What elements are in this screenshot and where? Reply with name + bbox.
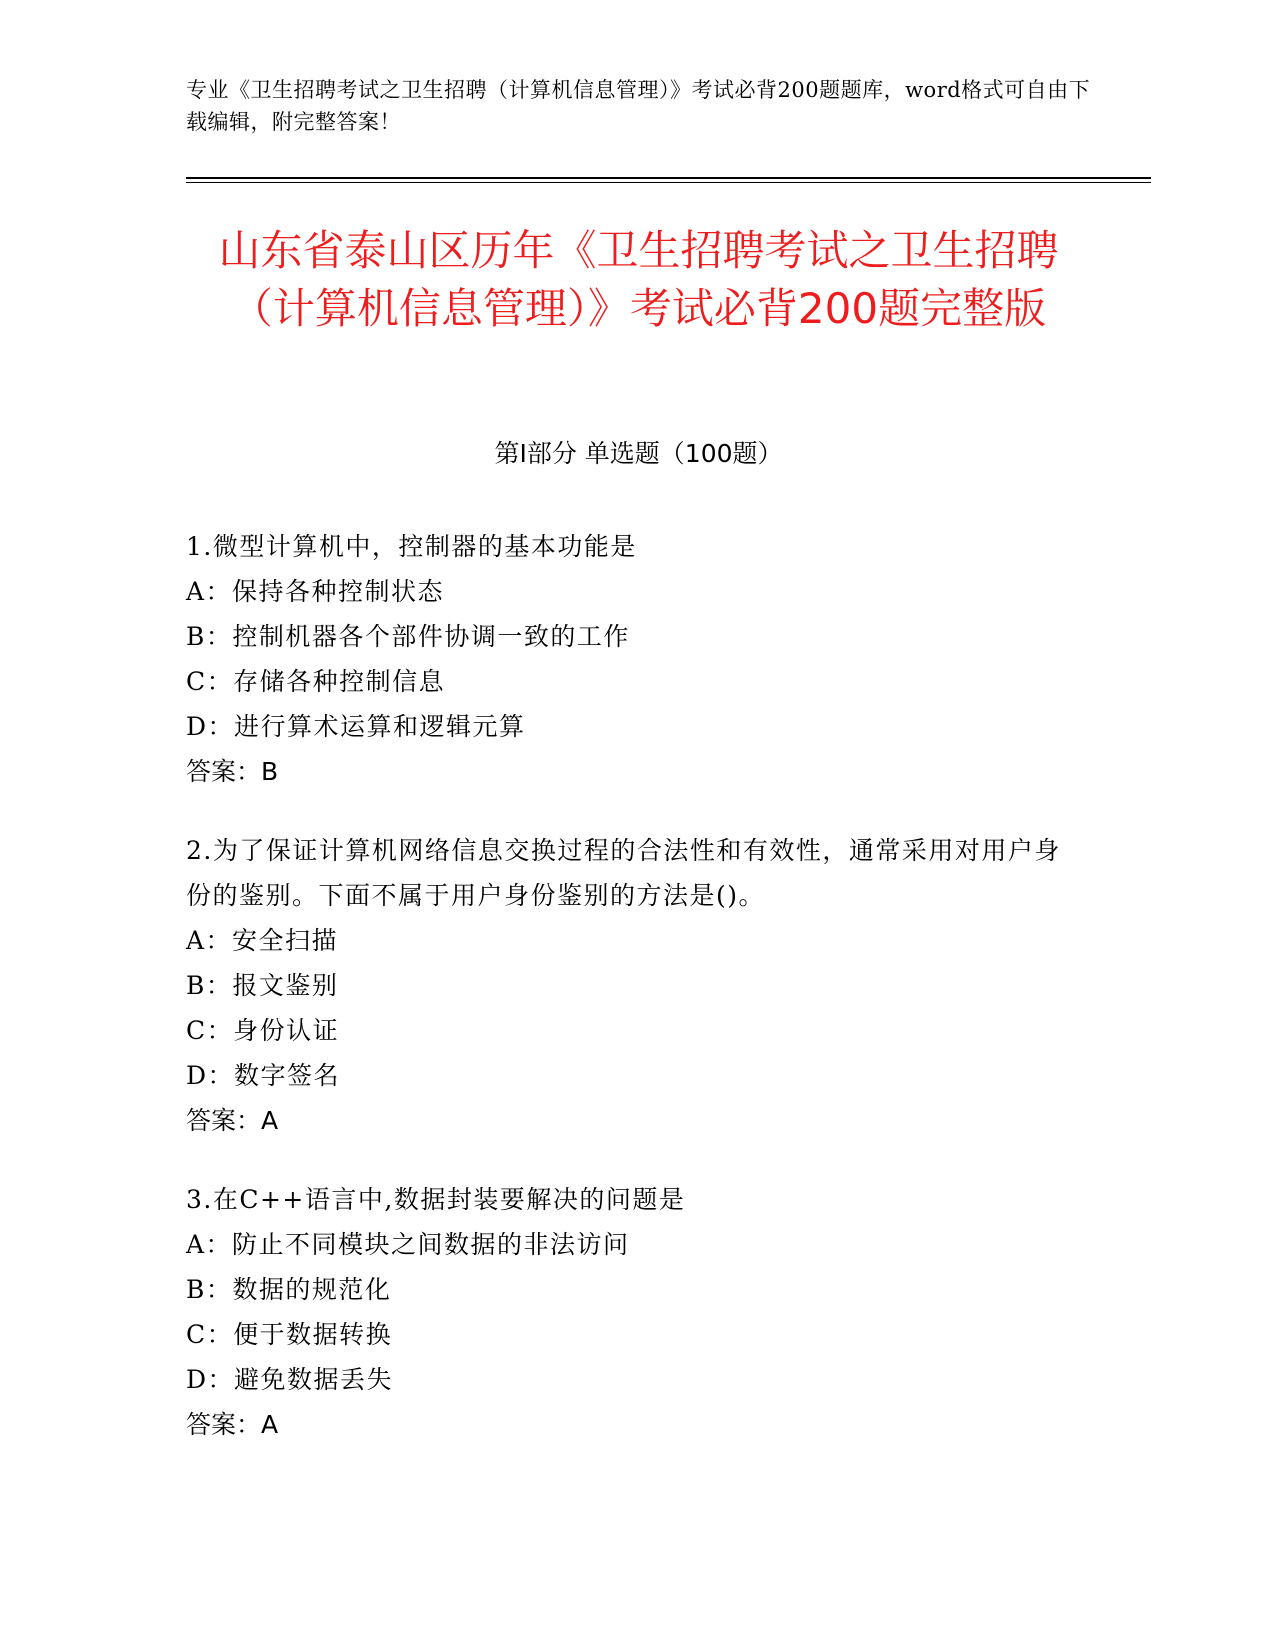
question-stem: 2.为了保证计算机网络信息交换过程的合法性和有效性，通常采用对用户身份的鉴别。下面不属于用户身份鉴别的方法是()。 [186, 836, 1061, 910]
section-heading: 第Ⅰ部分 单选题（100题） [494, 439, 783, 468]
option-a: A：安全扫描 [186, 926, 339, 955]
option-d: D：数字签名 [186, 1061, 341, 1090]
option-b: B：数据的规范化 [186, 1275, 392, 1304]
question-list [186, 524, 1086, 1481]
question-2 [186, 828, 1086, 1143]
answer-label: 答案：B [186, 757, 279, 786]
document-title: 山东省泰山区历年《卫生招聘考试之卫生招聘（计算机信息管理）》考试必背200题完整版 [218, 226, 1059, 333]
option-d: D：避免数据丢失 [186, 1365, 394, 1394]
question-3 [186, 1177, 1086, 1447]
option-b: B：控制机器各个部件协调一致的工作 [186, 622, 630, 651]
question-stem: 3.在C++语言中,数据封装要解决的问题是 [186, 1185, 686, 1214]
option-b: B：报文鉴别 [186, 971, 339, 1000]
question-1 [186, 524, 1086, 794]
answer-label: 答案：A [186, 1410, 279, 1439]
header-divider-thin [186, 182, 1151, 183]
option-c: C：身份认证 [186, 1016, 340, 1045]
answer-label: 答案：A [186, 1106, 279, 1135]
option-c: C：存储各种控制信息 [186, 667, 446, 696]
option-d: D：进行算术运算和逻辑元算 [186, 712, 526, 741]
option-c: C：便于数据转换 [186, 1320, 393, 1349]
option-a: A：防止不同模块之间数据的非法访问 [186, 1230, 630, 1259]
option-a: A：保持各种控制状态 [186, 577, 445, 606]
header-divider-thick [186, 177, 1151, 179]
header-note: 专业《卫生招聘考试之卫生招聘（计算机信息管理）》考试必背200题题库，word格式可自由下载编辑，附完整答案！ [186, 78, 1091, 134]
question-stem: 1.微型计算机中，控制器的基本功能是 [186, 532, 637, 561]
